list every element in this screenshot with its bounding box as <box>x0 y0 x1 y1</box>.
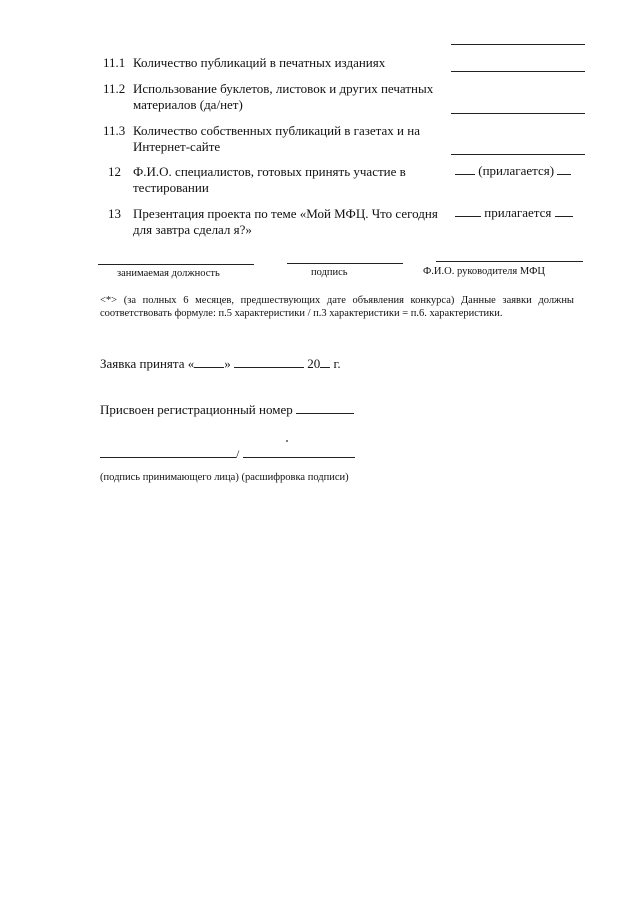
footnote: <*> (за полных 6 месяцев, предшествующих дате объявления конкурса) Данные заявки должны соответствовать формуле: п.5 характеристики / п.3 характеристики = п.6. характеристики. <box>100 295 574 319</box>
item-text: Презентация проекта по теме «Мой МФЦ. Что сегодня для завтра сделал я?» <box>133 206 438 237</box>
accepted-quote-close: » <box>224 356 231 371</box>
item-text: Использование буклетов, листовок и других печатных материалов (да/нет) <box>133 81 434 112</box>
item-value-text: прилагается <box>484 205 552 220</box>
position-label: занимаемая должность <box>117 268 220 279</box>
accepted-year-prefix: 20 <box>307 356 321 371</box>
item-number: 13 <box>108 206 121 221</box>
item-number: 12 <box>108 164 121 179</box>
position-line <box>98 264 254 265</box>
item-number: 11.3 <box>103 123 126 138</box>
head-name-label: Ф.И.О. руководителя МФЦ <box>423 266 545 277</box>
stray-dot <box>286 440 288 442</box>
answer-line <box>451 113 585 114</box>
answer-line-top <box>451 44 585 45</box>
signature-line <box>287 263 403 264</box>
answer-line <box>451 71 585 72</box>
slash: / <box>236 447 240 461</box>
answer-line <box>451 154 585 155</box>
accepted-year-suffix: г. <box>330 356 341 371</box>
bottom-caption: (подпись принимающего лица) (расшифровка подписи) <box>100 472 349 483</box>
item-text: Количество собственных публикаций в газетах и на Интернет-сайте <box>133 123 420 154</box>
receiver-signature-line <box>100 457 236 458</box>
item-number: 11.1 <box>103 55 126 70</box>
item-value <box>455 163 571 179</box>
accepted-prefix: Заявка принята « <box>100 356 195 371</box>
registration-label: Присвоен регистрационный номер <box>100 402 293 417</box>
receiver-name-line <box>243 457 355 458</box>
item-value-text: (прилагается) <box>478 163 555 178</box>
item-text: Ф.И.О. специалистов, готовых принять участие в тестировании <box>133 164 406 195</box>
item-text: Количество публикаций в печатных изданиях <box>133 55 386 70</box>
accepted-row <box>100 356 341 372</box>
item-number: 11.2 <box>103 81 126 96</box>
registration-row <box>100 402 354 418</box>
item-value <box>455 205 573 221</box>
head-name-line <box>436 261 583 262</box>
signature-label: подпись <box>311 267 348 278</box>
